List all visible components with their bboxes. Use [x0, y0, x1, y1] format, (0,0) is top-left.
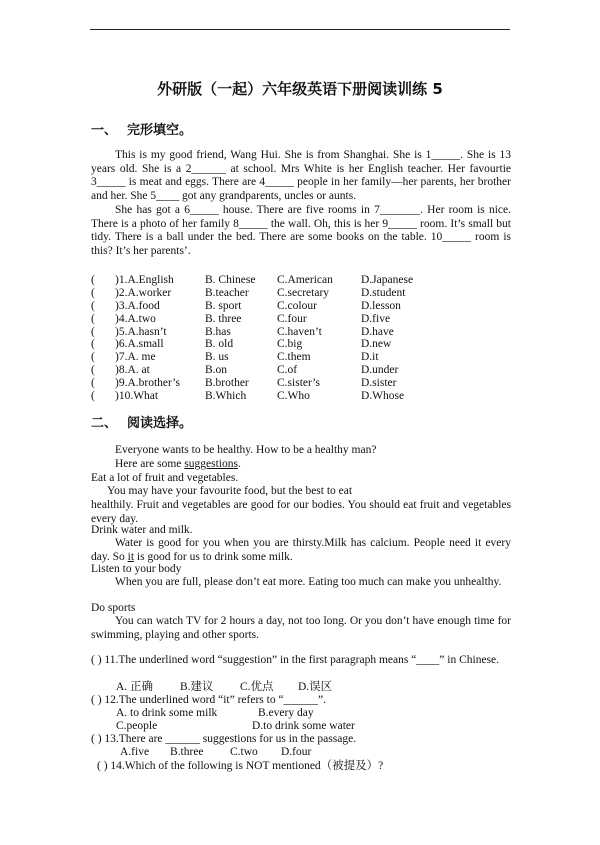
- question-13: ( ) 13.There are ______ suggestions for us in the passage.: [91, 733, 357, 745]
- question-12: ( ) 12.The underlined word “it” refers to “______”.: [91, 694, 327, 706]
- option-row: ( )7.A. me B. us C.them D.it: [91, 351, 379, 364]
- q12-option: D.to drink some water: [252, 720, 355, 732]
- option-row: ( )6.A.small B. old C.big D.new: [91, 338, 392, 351]
- reading-line: You may have your favourite food, but the best to eat: [107, 485, 353, 497]
- option-row: ( )10.What B.Which C.Who D.Whose: [91, 390, 405, 403]
- option-row: ( )1.A.English B. Chinese C.American D.Japanese: [91, 274, 414, 286]
- q13-option: A.five: [120, 746, 150, 758]
- reading-paragraph: You can watch TV for 2 hours a day, not too long. Or you don’t have enough time for swimming, playing and other sports.: [91, 615, 511, 641]
- reading-heading: Do sports: [91, 602, 136, 614]
- reading-paragraph: healthily. Fruit and vegetables are good for our bodies. You should eat fruit and vegetables every day.: [91, 499, 511, 525]
- reading-line: Everyone wants to be healthy. How to be a healthy man?: [115, 444, 377, 456]
- reading-heading: Listen to your body: [91, 563, 182, 575]
- reading-paragraph: When you are full, please don’t eat more. Eating too much can make you unhealthy.: [115, 576, 502, 588]
- section-number: 一、: [91, 123, 118, 138]
- header-rule: [90, 29, 510, 30]
- option-row: ( )9.A.brother’s B.brother C.sister’s D.sister: [91, 377, 397, 390]
- section-label: 完形填空。: [127, 123, 193, 138]
- section-heading-reading: [91, 412, 192, 431]
- q12-option: A. to drink some milk: [116, 707, 218, 719]
- cloze-paragraph-2: She has got a 6_____ house. There are five rooms in 7_______. Her room is nice. There is a photo of her family 8_____ the wall. Oh, this is her 9_____ room. It’s small but tidy. There is a ball under the bed. There are some books on the table. 10_____ room is this? It’s her parents’.: [91, 204, 511, 257]
- q11-option: D.误区: [298, 681, 333, 693]
- option-row: ( )8.A. at B.on C.of D.under: [91, 364, 399, 377]
- option-row: ( )5.A.hasn’t B.has C.haven’t D.have: [91, 325, 394, 338]
- q12-option: C.people: [116, 720, 158, 732]
- q11-option: C.优点: [240, 681, 274, 693]
- q11-option: A. 正确: [116, 681, 154, 693]
- section-number: 二、: [91, 416, 118, 431]
- option-row: ( )3.A.food B. sport C.colour D.lesson: [91, 299, 401, 312]
- question-14: ( ) 14.Which of the following is NOT mentioned（被提及）?: [97, 760, 384, 772]
- reading-heading: Eat a lot of fruit and vegetables.: [91, 472, 239, 484]
- q12-option: B.every day: [258, 707, 314, 719]
- section-heading-cloze: [91, 119, 192, 138]
- underlined-word-suggestions: suggestions: [184, 458, 238, 470]
- q11-option: B.建议: [180, 681, 214, 693]
- reading-heading: Drink water and milk.: [91, 524, 193, 536]
- reading-paragraph: Water is good for you when you are thirsty.Milk has calcium. People need it every day. So it is good for us to drink some milk.: [91, 537, 511, 563]
- cloze-options: [91, 274, 521, 403]
- page-title: 外研版（一起）六年级英语下册阅读训练 5: [157, 80, 443, 98]
- q13-option: C.two: [230, 746, 258, 758]
- underlined-word-it: it: [127, 550, 135, 563]
- option-row: ( )4.A.two B. three C.four D.five: [91, 312, 391, 325]
- question-11: ( ) 11.The underlined word “suggestion” in the first paragraph means “____” in Chinese.: [91, 654, 500, 666]
- q13-option: D.four: [281, 746, 312, 758]
- section-label: 阅读选择。: [127, 416, 193, 431]
- option-row: ( )2.A.worker B.teacher C.secretary D.student: [91, 286, 406, 299]
- reading-line: Here are some suggestions.: [115, 458, 241, 470]
- cloze-paragraph-1: This is my good friend, Wang Hui. She is from Shanghai. She is 1_____. She is 13 years old. She is a 2______ at school. Mrs White is her English teacher. Her favourtie 3_____ is meat and eggs. There are 4_____ people in her family—her parents, her brother and her. She 5____ got any grandparents, uncles or aunts.: [91, 149, 511, 202]
- q13-option: B.three: [170, 746, 204, 758]
